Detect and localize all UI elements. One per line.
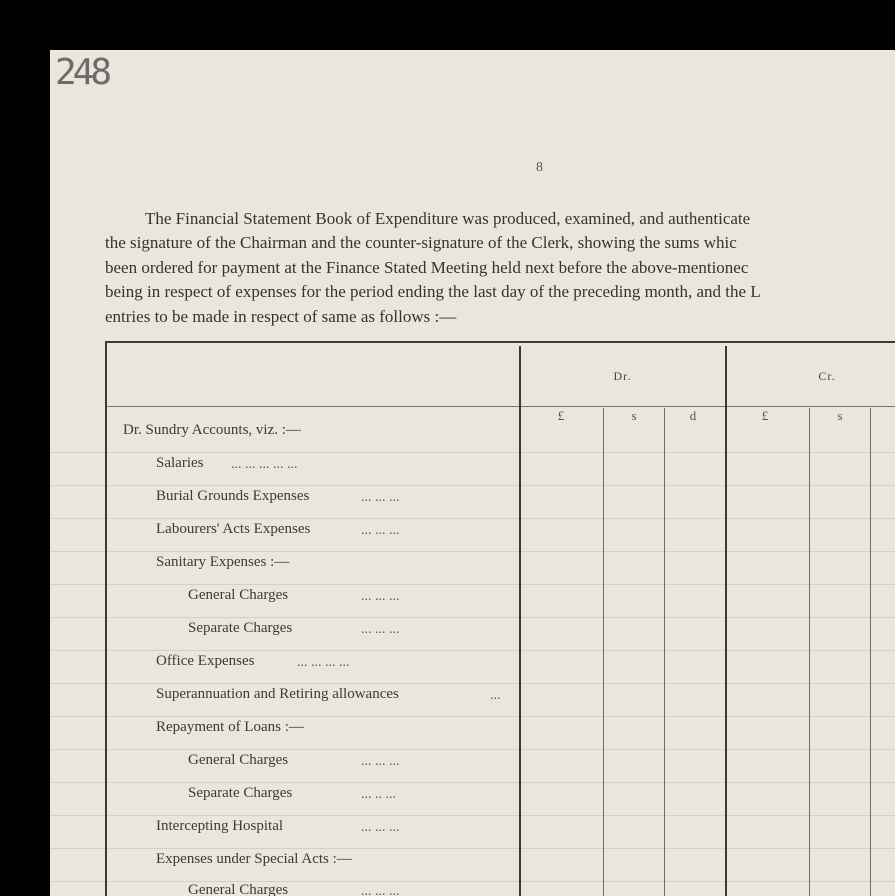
dr-pence-unit: d bbox=[689, 408, 697, 423]
document-page bbox=[50, 50, 895, 896]
row-label-salaries: Salaries bbox=[156, 455, 204, 471]
row-label-special-acts: Expenses under Special Acts :— bbox=[156, 851, 352, 867]
intro-line: entries to be made in respect of same as follows :— bbox=[105, 306, 457, 326]
row-label-office-expenses: Office Expenses bbox=[156, 653, 255, 669]
row-label-sundry-accounts: Dr. Sundry Accounts, viz. :— bbox=[123, 422, 301, 438]
ruled-line bbox=[50, 584, 895, 585]
row-label-labourers-acts: Labourers' Acts Expenses bbox=[156, 521, 311, 537]
leader-dots: ... bbox=[490, 688, 501, 703]
intro-line: the signature of the Chairman and the counter-signature of the Clerk, showing the sums whic bbox=[105, 233, 737, 253]
row-label-sanitary-expenses: Sanitary Expenses :— bbox=[156, 554, 290, 570]
cr-pounds-shillings-rule bbox=[809, 408, 810, 896]
ruled-line bbox=[50, 452, 895, 453]
ruled-line bbox=[50, 848, 895, 849]
row-label-general-charges: General Charges bbox=[188, 882, 289, 896]
ruled-line bbox=[50, 518, 895, 519]
ruled-line bbox=[50, 650, 895, 651]
dr-pounds-unit: £ bbox=[557, 408, 565, 423]
ruled-line bbox=[50, 716, 895, 717]
dr-cr-divider bbox=[725, 346, 727, 896]
row-label-separate-charges: Separate Charges bbox=[188, 620, 293, 636]
cr-shillings-unit: s bbox=[837, 408, 843, 423]
dr-shillings-unit: s bbox=[631, 408, 637, 423]
cr-pounds-unit: £ bbox=[761, 408, 769, 423]
row-label-separate-charges: Separate Charges bbox=[188, 785, 293, 801]
ruled-line bbox=[50, 485, 895, 486]
page-stamp-number: 248 bbox=[55, 52, 109, 93]
leader-dots: ... ... ... bbox=[361, 589, 400, 604]
leader-dots: ... ... ... bbox=[361, 523, 400, 538]
row-label-burial-grounds: Burial Grounds Expenses bbox=[156, 488, 310, 504]
header-bottom-rule bbox=[105, 406, 895, 407]
table-top-rule bbox=[105, 341, 895, 343]
leader-dots: ... ... ... bbox=[361, 490, 400, 505]
intro-line: been ordered for payment at the Finance Stated Meeting held next before the above-mentionec bbox=[105, 257, 749, 277]
leader-dots: ... ... ... bbox=[361, 820, 400, 835]
shillings-pence-rule bbox=[664, 408, 665, 896]
ruled-line bbox=[50, 749, 895, 750]
table-left-rule bbox=[105, 341, 107, 896]
row-label-intercepting-hospital: Intercepting Hospital bbox=[156, 818, 284, 834]
row-label-repayment-of-loans: Repayment of Loans :— bbox=[156, 719, 304, 735]
intro-paragraph bbox=[105, 207, 895, 329]
page-number: 8 bbox=[536, 160, 543, 175]
ruled-line bbox=[50, 815, 895, 816]
leader-dots: ... .. ... bbox=[361, 787, 396, 802]
leader-dots: ... ... ... bbox=[361, 884, 400, 896]
cr-column-header: Cr. bbox=[818, 369, 836, 383]
dr-column-header: Dr. bbox=[613, 369, 632, 383]
cr-shillings-pence-rule bbox=[870, 408, 871, 896]
ruled-line bbox=[50, 551, 895, 552]
intro-line: being in respect of expenses for the period ending the last day of the preceding month, and the L bbox=[105, 282, 761, 302]
label-column-rule bbox=[519, 346, 521, 896]
leader-dots: ... ... ... bbox=[361, 622, 400, 637]
leader-dots: ... ... ... ... bbox=[297, 655, 350, 670]
pounds-shillings-rule bbox=[603, 408, 604, 896]
leader-dots: ... ... ... ... ... bbox=[231, 457, 298, 472]
row-label-superannuation: Superannuation and Retiring allowances bbox=[156, 686, 399, 702]
leader-dots: ... ... ... bbox=[361, 754, 400, 769]
row-label-general-charges: General Charges bbox=[188, 587, 289, 603]
ruled-line bbox=[50, 881, 895, 882]
ruled-line bbox=[50, 782, 895, 783]
row-label-general-charges: General Charges bbox=[188, 752, 289, 768]
ruled-line bbox=[50, 683, 895, 684]
ruled-line bbox=[50, 617, 895, 618]
intro-line: The Financial Statement Book of Expenditure was produced, examined, and authenticate bbox=[145, 209, 751, 228]
